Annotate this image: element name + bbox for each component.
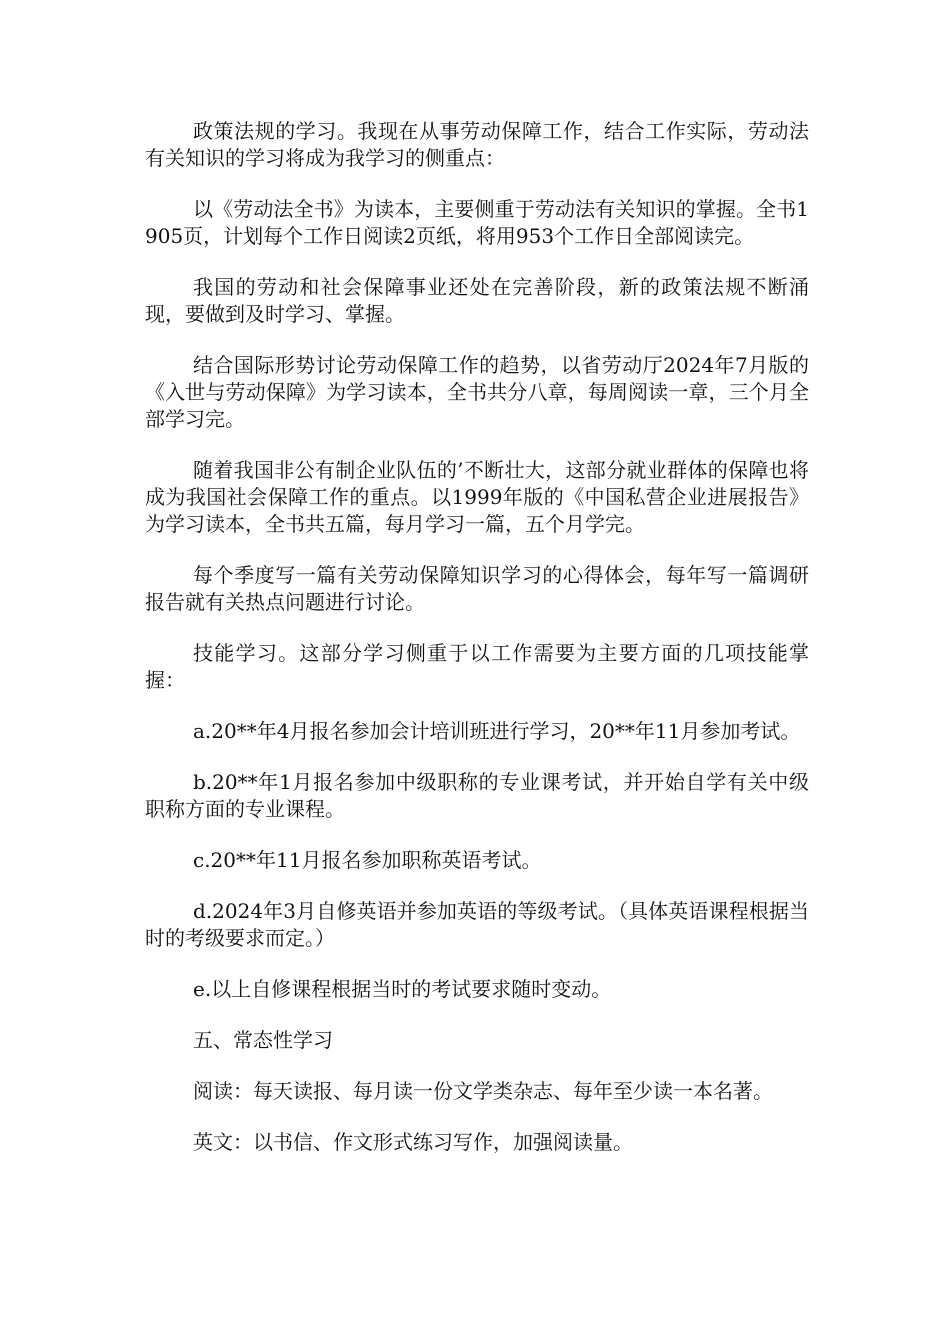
paragraph-reports: 每个季度写一篇有关劳动保障知识学习的心得体会，每年写一篇调研报告就有关热点问题进行讨论。	[145, 563, 809, 614]
paragraph-english: 英文：以书信、作文形式练习写作，加强阅读量。	[193, 1130, 633, 1154]
paragraph-reading: 阅读：每天读报、每月读一份文学类杂志、每年至少读一本名著。	[193, 1079, 773, 1103]
paragraph-policy-study: 政策法规的学习。我现在从事劳动保障工作，结合工作实际，劳动法有关知识的学习将成为我学习的侧重点：	[145, 119, 809, 170]
paragraph-wto-labor: 结合国际形势讨论劳动保障工作的趋势，以省劳动厅2024年7月版的《入世与劳动保障》为学习读本，全书共分八章，每周阅读一章，三个月全部学习完。	[145, 353, 809, 431]
paragraph-labor-law-book: 以《劳动法全书》为读本，主要侧重于劳动法有关知识的掌握。全书1905页，计划每个工作日阅读2页纸，将用953个工作日全部阅读完。	[145, 197, 809, 248]
list-item-a: a.20**年4月报名参加会计培训班进行学习，20**年11月参加考试。	[193, 719, 801, 743]
list-item-c: c.20**年11月报名参加职称英语考试。	[193, 848, 542, 872]
paragraph-new-regulations: 我国的劳动和社会保障事业还处在完善阶段，新的政策法规不断涌现，要做到及时学习、掌握。	[145, 275, 809, 326]
document-body	[145, 118, 809, 1156]
section-heading-routine-study: 五、常态性学习	[193, 1028, 333, 1052]
list-item-b: b.20**年1月报名参加中级职称的专业课考试，并开始自学有关中级职称方面的专业课程。	[145, 770, 809, 821]
paragraph-skill-study: 技能学习。这部分学习侧重于以工作需要为主要方面的几项技能掌握：	[145, 641, 809, 692]
list-item-e: e.以上自修课程根据当时的考试要求随时变动。	[193, 977, 612, 1001]
paragraph-private-enterprise: 随着我国非公有制企业队伍的’不断壮大，这部分就业群体的保障也将成为我国社会保障工作的重点。以1999年版的《中国私营企业进展报告》为学习读本，全书共五篇，每月学习一篇，五个月学完。	[145, 458, 809, 536]
list-item-d: d.2024年3月自修英语并参加英语的等级考试。（具体英语课程根据当时的考级要求而定。）	[145, 899, 809, 950]
